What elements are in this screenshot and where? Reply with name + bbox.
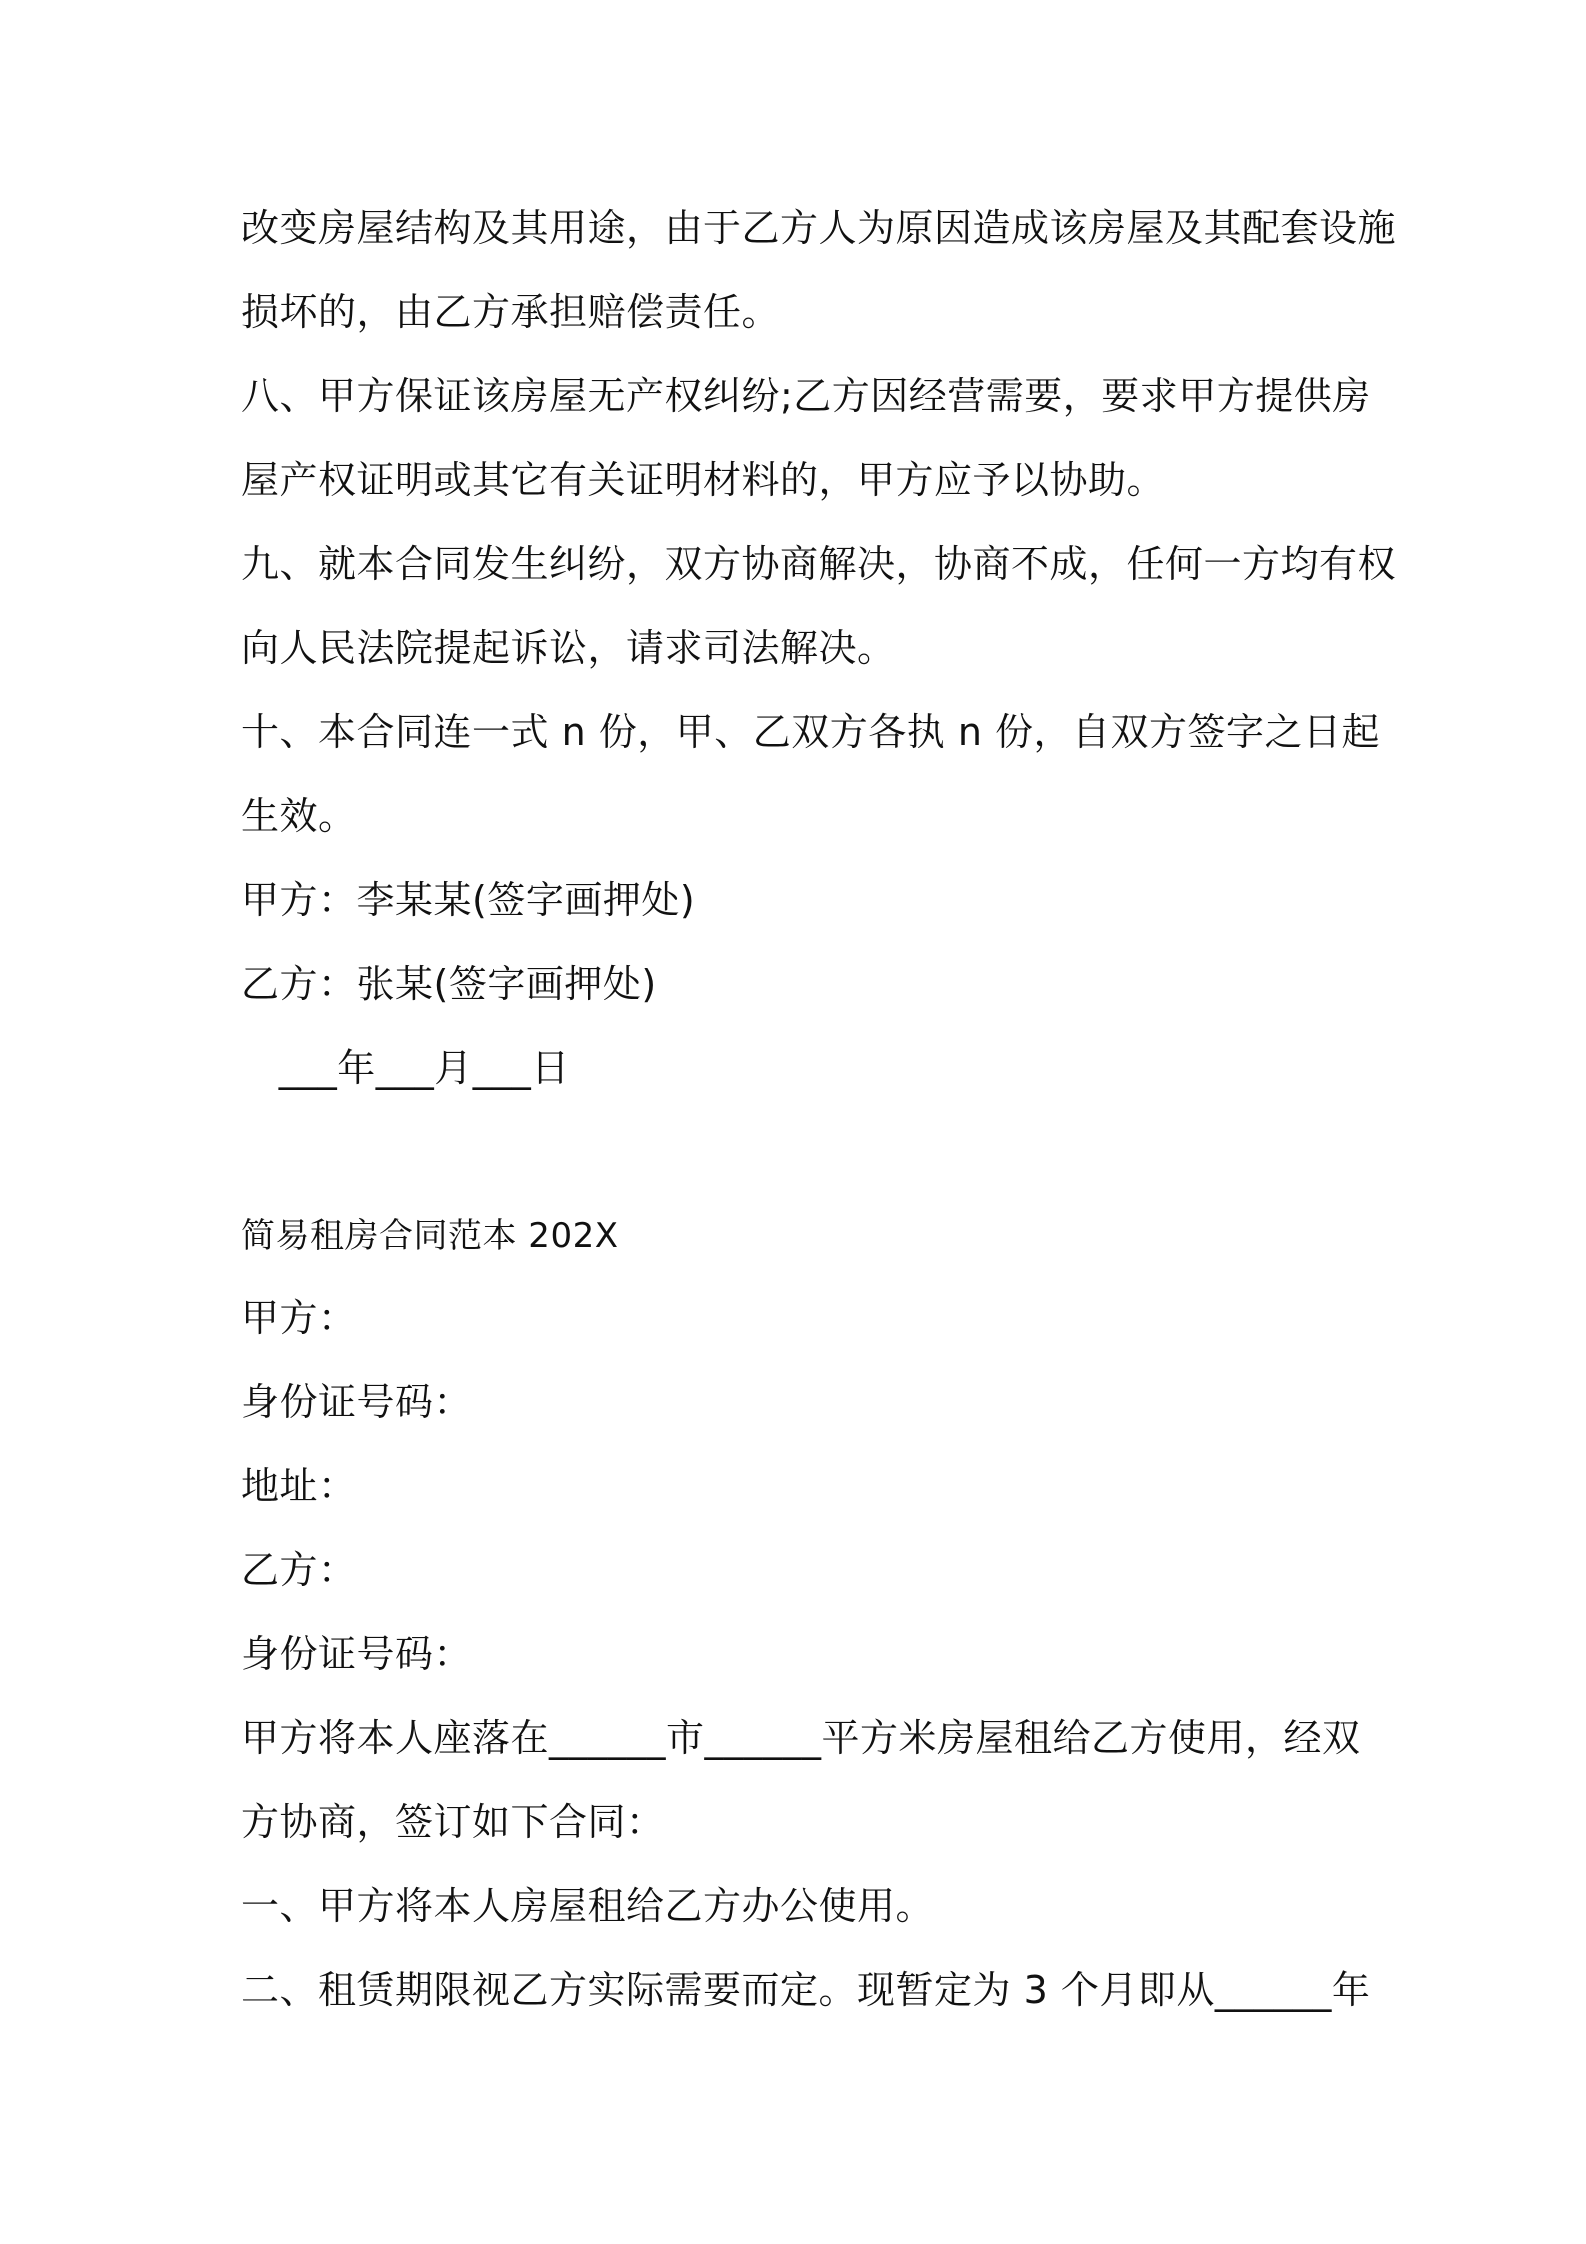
id-number-label: 身份证号码： xyxy=(241,1632,473,1676)
text-line: 甲方将本人座落在______市______平方米房屋租给乙方使用，经双 xyxy=(241,1716,1361,1760)
text-line: 损坏的，由乙方承担赔偿责任。 xyxy=(241,290,781,334)
party-a-label: 甲方： xyxy=(241,1296,357,1340)
id-number-label: 身份证号码： xyxy=(241,1380,473,1424)
text-line: 九、就本合同发生纠纷，双方协商解决，协商不成，任何一方均有权 xyxy=(241,542,1397,586)
text-line: 一、甲方将本人房屋租给乙方办公使用。 xyxy=(241,1884,935,1928)
text-line: 八、甲方保证该房屋无产权纠纷;乙方因经营需要，要求甲方提供房 xyxy=(241,374,1371,418)
text-line: 生效。 xyxy=(241,794,357,838)
text-line: 屋产权证明或其它有关证明材料的，甲方应予以协助。 xyxy=(241,458,1166,502)
text-line: 二、租赁期限视乙方实际需要而定。现暂定为 3 个月即从______年 xyxy=(241,1968,1371,2012)
date-line: ___年___月___日 xyxy=(241,1046,570,1090)
address-label: 地址： xyxy=(241,1464,357,1508)
text-line: 向人民法院提起诉讼，请求司法解决。 xyxy=(241,626,896,670)
text-line: 方协商，签订如下合同： xyxy=(241,1800,665,1844)
text-line: 十、本合同连一式 n 份，甲、乙双方各执 n 份，自双方签字之日起 xyxy=(241,710,1380,754)
party-a-signature-line: 甲方：李某某(签字画押处) xyxy=(241,878,696,922)
text-line: 改变房屋结构及其用途，由于乙方人为原因造成该房屋及其配套设施 xyxy=(241,206,1397,250)
party-b-signature-line: 乙方：张某(签字画押处) xyxy=(241,962,657,1006)
document-title: 简易租房合同范本 202X xyxy=(241,1216,619,1256)
party-b-label: 乙方： xyxy=(241,1548,357,1592)
